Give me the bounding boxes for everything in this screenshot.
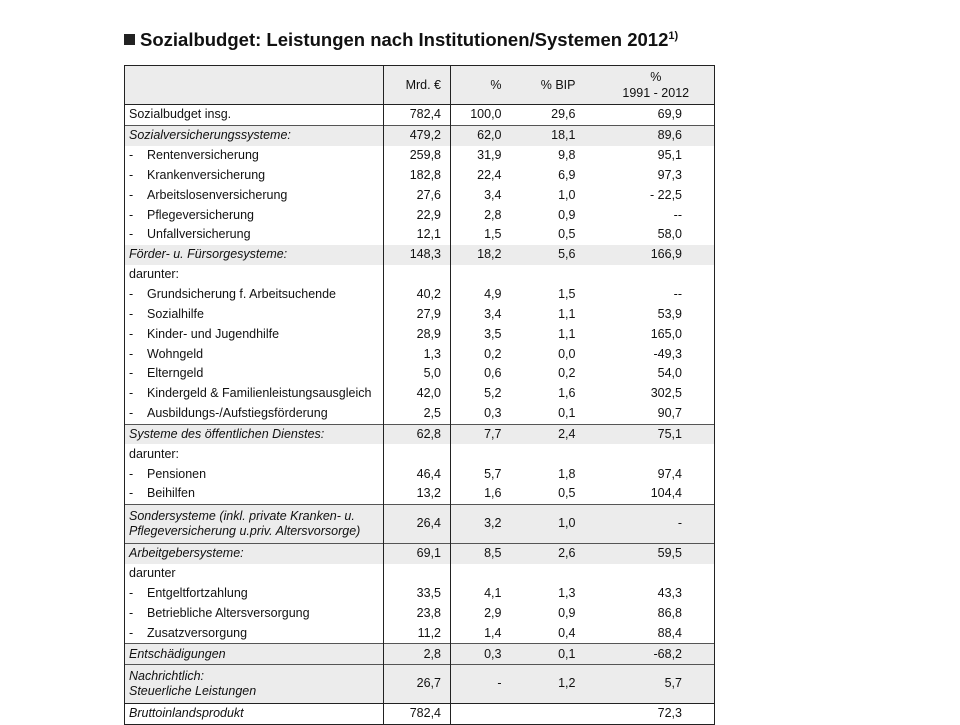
row-label [125, 603, 384, 623]
header-pct: % [451, 66, 519, 105]
row-dash: - [129, 605, 134, 620]
value-pct: 0,3 [484, 406, 502, 421]
table-row [125, 304, 715, 324]
row-label [125, 543, 384, 563]
row-label-text: Zusatzversorgung [147, 625, 248, 640]
row-label [125, 185, 384, 205]
value-bip [519, 444, 598, 464]
row-dash: - [129, 386, 134, 401]
row-dash: - [129, 227, 134, 242]
value-bip [519, 265, 598, 285]
value-bip [519, 564, 598, 584]
row-label [125, 444, 384, 464]
table-row [125, 404, 715, 424]
row-label [125, 146, 384, 166]
row-label-text: Entgeltfortzahlung [147, 585, 248, 600]
value-bip: 5,6 [519, 245, 598, 265]
value-bip: 0,9 [558, 605, 576, 620]
value-pct: 5,2 [484, 386, 502, 401]
value-bip [519, 703, 598, 724]
value-pct: 1,6 [484, 486, 502, 501]
header-label-cell [125, 66, 384, 105]
value-mrd: 148,3 [384, 245, 451, 265]
row-label [125, 464, 384, 484]
row-label-text: Arbeitslosenversicherung [147, 187, 288, 202]
table-row [125, 584, 715, 604]
row-label-text: Sondersysteme (inkl. private Kranken- u. Pflegeversicherung u.priv. Altersvorsorge) [129, 509, 361, 538]
value-pct: 2,9 [484, 605, 502, 620]
row-label [125, 304, 384, 324]
value-bip: 0,1 [519, 644, 598, 665]
value-pct: 2,8 [484, 207, 502, 222]
value-change: 90,7 [598, 404, 715, 424]
table-row [125, 285, 715, 305]
value-pct: 62,0 [451, 125, 519, 145]
value-mrd: 782,4 [384, 105, 451, 126]
row-dash: - [129, 207, 134, 222]
value-change: 166,9 [598, 245, 715, 265]
value-pct: 1,5 [484, 227, 502, 242]
value-mrd: 69,1 [384, 543, 451, 563]
row-label [125, 166, 384, 186]
value-change: - [598, 504, 715, 543]
table-row [125, 324, 715, 344]
value-mrd: 23,8 [384, 603, 451, 623]
table-row [125, 265, 715, 285]
value-bip: 6,9 [558, 167, 576, 182]
row-label-text: Kinder- und Jugendhilfe [147, 326, 280, 341]
row-label [125, 404, 384, 424]
table-row [125, 205, 715, 225]
value-mrd: 479,2 [384, 125, 451, 145]
row-label [125, 245, 384, 265]
table-row [125, 105, 715, 126]
value-change: 97,4 [598, 464, 715, 484]
value-mrd: 27,6 [384, 185, 451, 205]
value-pct: - [451, 664, 519, 703]
row-label-text: Pensionen [147, 466, 207, 481]
value-change: 43,3 [598, 584, 715, 604]
table-row [125, 644, 715, 665]
row-label-text: Pflegeversicherung [147, 207, 255, 222]
row-dash: - [129, 346, 134, 361]
value-mrd: 62,8 [384, 424, 451, 444]
row-label [125, 105, 384, 126]
value-change: -68,2 [598, 644, 715, 665]
value-mrd: 46,4 [384, 464, 451, 484]
value-change: 165,0 [598, 324, 715, 344]
row-dash: - [129, 406, 134, 421]
value-mrd: 22,9 [384, 205, 451, 225]
header-change-pct: % [650, 70, 662, 84]
value-pct: 22,4 [477, 167, 502, 182]
value-pct: 8,5 [451, 543, 519, 563]
table-row [125, 245, 715, 265]
value-bip: 9,8 [558, 148, 576, 163]
row-label [125, 324, 384, 344]
value-bip: 0,1 [558, 406, 576, 421]
table-header-row [125, 66, 715, 105]
value-mrd: 12,1 [384, 225, 451, 245]
value-change: 104,4 [598, 484, 715, 504]
row-label-text: Sozialversicherungssysteme: [129, 128, 291, 143]
row-label-text: darunter: [129, 267, 180, 282]
value-change: 5,7 [598, 664, 715, 703]
value-change: 69,9 [598, 105, 715, 126]
value-pct: 3,2 [451, 504, 519, 543]
value-change: 86,8 [598, 603, 715, 623]
row-label [125, 265, 384, 285]
value-bip: 0,5 [558, 486, 576, 501]
value-pct: 7,7 [451, 424, 519, 444]
row-label-text: Systeme des öffentlichen Dienstes: [129, 426, 325, 441]
row-label-text: Rentenversicherung [147, 148, 259, 163]
row-label-text: Grundsicherung f. Arbeitsuchende [147, 287, 337, 302]
value-change: -49,3 [598, 344, 715, 364]
value-mrd: 5,0 [384, 364, 451, 384]
table-row [125, 125, 715, 145]
row-dash: - [129, 366, 134, 381]
value-mrd: 40,2 [384, 285, 451, 305]
row-label [125, 344, 384, 364]
value-mrd [384, 444, 451, 464]
value-bip: 29,6 [551, 107, 576, 122]
header-change [598, 66, 715, 105]
value-bip: 2,6 [519, 543, 598, 563]
value-pct [451, 703, 519, 724]
value-mrd: 27,9 [384, 304, 451, 324]
table-row [125, 166, 715, 186]
value-bip: 1,1 [558, 326, 576, 341]
value-bip: 1,6 [558, 386, 576, 401]
row-label-text: Sozialbudget insg. [129, 107, 232, 122]
value-change: 72,3 [598, 703, 715, 724]
value-pct: 100,0 [470, 107, 502, 122]
value-mrd: 28,9 [384, 324, 451, 344]
value-change: -- [598, 205, 715, 225]
row-label-text: Wohngeld [147, 346, 204, 361]
header-mrd: Mrd. € [384, 66, 451, 105]
row-dash: - [129, 148, 134, 163]
value-change [598, 444, 715, 464]
value-bip: 18,1 [519, 125, 598, 145]
row-label [125, 584, 384, 604]
value-bip: 1,0 [558, 187, 576, 202]
row-label [125, 364, 384, 384]
row-dash: - [129, 486, 134, 501]
value-pct: 1,4 [484, 625, 502, 640]
title-text: Sozialbudget: Leistungen nach Institutionen/Systemen 2012 [140, 29, 669, 50]
table-row [125, 564, 715, 584]
value-pct: 31,9 [477, 148, 502, 163]
social-budget-table [124, 65, 715, 725]
table-row [125, 504, 715, 543]
row-label [125, 664, 384, 703]
value-change: 302,5 [598, 384, 715, 404]
value-change: 88,4 [598, 623, 715, 643]
value-change: 54,0 [598, 364, 715, 384]
value-change: 97,3 [598, 166, 715, 186]
row-dash: - [129, 625, 134, 640]
table-row [125, 484, 715, 504]
value-pct: 3,5 [484, 326, 502, 341]
row-label [125, 125, 384, 145]
row-dash: - [129, 167, 134, 182]
value-pct [451, 444, 519, 464]
value-bip: 0,5 [558, 227, 576, 242]
row-label-text: Bruttoinlandsprodukt [129, 706, 244, 721]
row-label [125, 424, 384, 444]
table-row [125, 623, 715, 643]
value-pct: 4,9 [484, 287, 502, 302]
row-dash: - [129, 466, 134, 481]
table-row [125, 464, 715, 484]
row-label-text-second: Steuerliche Leistungen [129, 683, 257, 698]
row-dash: - [129, 287, 134, 302]
value-pct: 0,6 [484, 366, 502, 381]
table-row [125, 424, 715, 444]
row-label [125, 564, 384, 584]
row-label [125, 205, 384, 225]
value-pct: 0,2 [484, 346, 502, 361]
value-pct: 18,2 [451, 245, 519, 265]
row-label [125, 504, 384, 543]
row-label-text: Nachrichtlich: [129, 669, 205, 684]
value-pct: 5,7 [484, 466, 502, 481]
value-mrd: 33,5 [384, 584, 451, 604]
row-dash: - [129, 187, 134, 202]
row-label-text: Kindergeld & Familienleistungsausgleich [147, 386, 372, 401]
row-label-text: Sozialhilfe [147, 306, 204, 321]
row-label [125, 384, 384, 404]
row-label-text: Unfallversicherung [147, 227, 251, 242]
value-bip: 1,8 [558, 466, 576, 481]
table-row [125, 664, 715, 703]
value-mrd: 26,7 [384, 664, 451, 703]
row-label-text: darunter [129, 566, 176, 581]
value-pct [451, 564, 519, 584]
value-bip: 0,2 [558, 366, 576, 381]
value-change: 95,1 [598, 146, 715, 166]
value-bip: 0,4 [558, 625, 576, 640]
value-mrd [384, 564, 451, 584]
value-mrd: 1,3 [384, 344, 451, 364]
table-row [125, 543, 715, 563]
value-change: 58,0 [598, 225, 715, 245]
table-row [125, 344, 715, 364]
value-change: - 22,5 [598, 185, 715, 205]
row-label-text: Ausbildungs-/Aufstiegsförderung [147, 406, 328, 421]
value-mrd: 11,2 [384, 623, 451, 643]
value-change: 59,5 [598, 543, 715, 563]
value-bip: 1,3 [558, 585, 576, 600]
table-row [125, 146, 715, 166]
value-pct: 3,4 [484, 306, 502, 321]
value-mrd: 182,8 [384, 166, 451, 186]
table-row [125, 444, 715, 464]
value-mrd: 42,0 [384, 384, 451, 404]
value-mrd: 13,2 [384, 484, 451, 504]
title-footnote: 1) [668, 30, 679, 42]
row-label-text: Elterngeld [147, 366, 204, 381]
value-mrd: 2,5 [384, 404, 451, 424]
table-row [125, 225, 715, 245]
value-bip: 1,1 [558, 306, 576, 321]
value-bip: 0,9 [558, 207, 576, 222]
value-mrd [384, 265, 451, 285]
row-label-text: Beihilfen [147, 486, 195, 501]
table-row [125, 603, 715, 623]
row-label-text: Förder- u. Fürsorgesysteme: [129, 247, 288, 262]
value-mrd: 26,4 [384, 504, 451, 543]
row-label-text: Betriebliche Altersversorgung [147, 605, 310, 620]
table-row [125, 703, 715, 724]
value-change: 53,9 [598, 304, 715, 324]
value-mrd: 782,4 [384, 703, 451, 724]
row-label-text: Arbeitgebersysteme: [129, 546, 244, 561]
row-label [125, 285, 384, 305]
value-bip: 2,4 [519, 424, 598, 444]
value-mrd: 2,8 [384, 644, 451, 665]
value-change [598, 564, 715, 584]
row-label-text: Krankenversicherung [147, 167, 266, 182]
table-row [125, 384, 715, 404]
page-title [124, 29, 678, 51]
row-label [125, 484, 384, 504]
value-pct: 0,3 [451, 644, 519, 665]
row-dash: - [129, 585, 134, 600]
value-change: 89,6 [598, 125, 715, 145]
row-label [125, 623, 384, 643]
value-bip: 1,5 [558, 287, 576, 302]
table-row [125, 364, 715, 384]
header-change-period: 1991 - 2012 [622, 86, 690, 100]
row-label [125, 225, 384, 245]
value-change [598, 265, 715, 285]
value-pct: 4,1 [484, 585, 502, 600]
value-bip: 1,0 [519, 504, 598, 543]
value-pct: 3,4 [484, 187, 502, 202]
value-change: 75,1 [598, 424, 715, 444]
value-mrd: 259,8 [384, 146, 451, 166]
header-bip: % BIP [519, 66, 598, 105]
row-label [125, 703, 384, 724]
value-change: -- [598, 285, 715, 305]
row-dash: - [129, 306, 134, 321]
value-bip: 0,0 [558, 346, 576, 361]
row-label [125, 644, 384, 665]
square-bullet-icon [124, 34, 135, 45]
row-label-text: darunter: [129, 446, 180, 461]
value-pct [451, 265, 519, 285]
row-dash: - [129, 326, 134, 341]
table-row [125, 185, 715, 205]
value-bip: 1,2 [519, 664, 598, 703]
row-label-text: Entschädigungen [129, 646, 226, 661]
